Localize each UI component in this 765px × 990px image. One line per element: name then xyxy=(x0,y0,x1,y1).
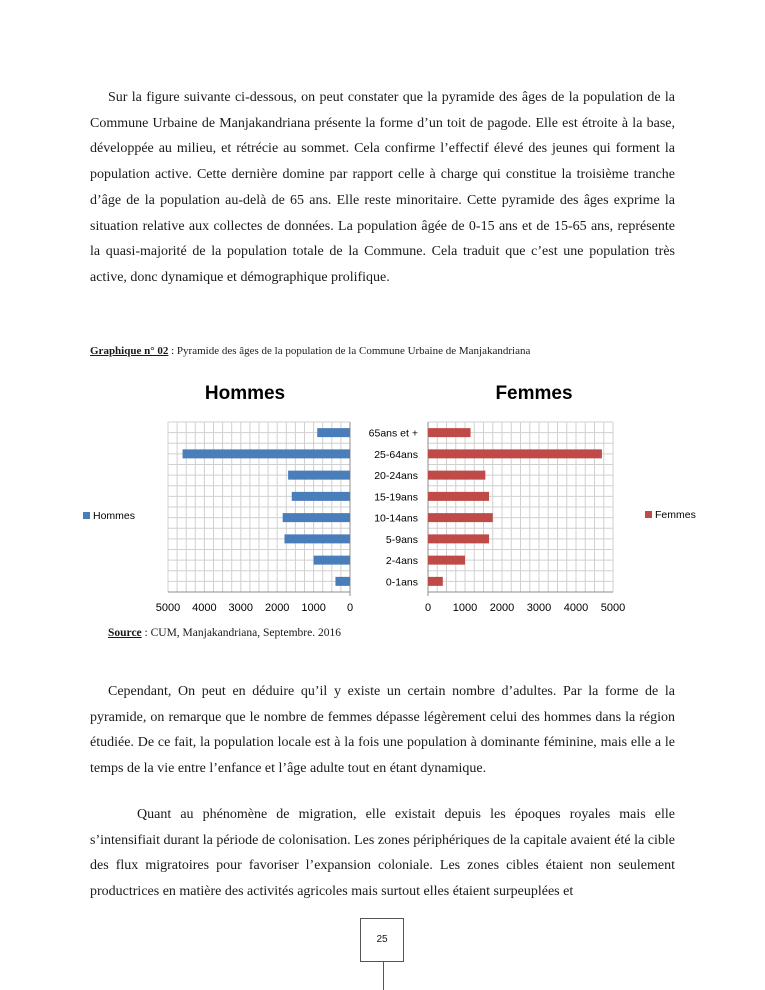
femmes-bar-20-24ans xyxy=(428,471,485,480)
femmes-bar-2-4ans xyxy=(428,556,465,565)
femmes-x-tick-label: 5000 xyxy=(600,602,626,614)
femmes-bar-10-14ans xyxy=(428,513,493,522)
hommes-bar-20-24ans xyxy=(288,471,350,480)
caption-text: : Pyramide des âges de la population de la Commune Urbaine de Manjakandriana xyxy=(168,345,531,357)
hommes-x-tick-label: 5000 xyxy=(155,602,181,614)
age-category-label: 2-4ans xyxy=(385,555,418,568)
femmes-gridlines xyxy=(428,422,613,596)
femmes-bar-5-9ans xyxy=(428,534,489,543)
migration-paragraph: Quant au phénomène de migration, elle existait depuis les époques royales mais elle s’intensifiait durant la période de colonisation. Les zones périphériques de la capitale avaient été la cible des flux migratoires pour favoriser l’expansion coloniale. Les zones cibles étaient non seulement productrices en matière des activités agricoles mais surtout elles étaient surpeuplées et xyxy=(90,807,675,900)
hommes-x-tick-label: 3000 xyxy=(228,602,254,614)
hommes-legend-swatch xyxy=(83,512,90,519)
figure-caption xyxy=(90,345,530,357)
hommes-bar-15-19ans xyxy=(292,492,350,501)
femmes-x-tick-label: 4000 xyxy=(563,602,589,614)
hommes-bar-65ans-et- xyxy=(317,428,350,437)
femmes-x-tick-label: 1000 xyxy=(452,602,478,614)
femmes-bar-25-64ans xyxy=(428,449,602,458)
femmes-chart-title: Femmes xyxy=(495,383,573,404)
age-category-label: 15-19ans xyxy=(374,491,418,504)
hommes-legend-label: Hommes xyxy=(93,510,136,522)
femmes-x-tick-label: 2000 xyxy=(489,602,515,614)
hommes-x-tick-label: 2000 xyxy=(264,602,290,614)
population-pyramid-chart xyxy=(0,370,765,620)
hommes-bar-0-1ans xyxy=(335,577,350,586)
page-number: 25 xyxy=(360,918,404,962)
hommes-x-tick-label: 0 xyxy=(346,602,354,614)
femmes-legend-swatch xyxy=(645,511,652,518)
hommes-chart xyxy=(83,383,353,614)
age-category-label: 20-24ans xyxy=(374,470,418,483)
hommes-gridlines xyxy=(168,422,350,596)
age-category-label: 10-14ans xyxy=(374,512,418,525)
femmes-bar-15-19ans xyxy=(428,492,489,501)
hommes-bar-2-4ans xyxy=(314,556,350,565)
femmes-chart xyxy=(369,383,696,614)
age-category-label: 5-9ans xyxy=(385,533,418,546)
hommes-chart-title: Hommes xyxy=(204,383,286,404)
page-number-connector xyxy=(383,961,384,990)
age-category-label: 0-1ans xyxy=(385,576,418,589)
intro-paragraph: Sur la figure suivante ci-dessous, on peut constater que la pyramide des âges de la population de la Commune Urbaine de Manjakandriana présente la forme d’un toit de pagode. Elle est étroite à la base, développée au milieu, et rétrécie au sommet. Cela confirme l’effectif élevé des jeunes qui forment la population active. Cette dernière domine par rapport celle à charge qui constitue la troisième tranche d’âge de la population au-delà de 65 ans. Elle reste minoritaire. Cette pyramide des âges exprime la situation relative aux collectes de données. La population âgée de 0-15 ans et de 15-65 ans, représente la quasi-majorité de la population totale de la Commune. Cela traduit que c’est une population très active, donc dynamique et démographique prolifique. xyxy=(90,90,675,285)
femmes-legend-label: Femmes xyxy=(655,509,696,521)
source-label: Source xyxy=(108,627,142,639)
hommes-x-tick-label: 1000 xyxy=(301,602,326,614)
femmes-bar-65ans-et- xyxy=(428,428,471,437)
age-category-label: 65ans et + xyxy=(368,427,418,440)
hommes-x-tick-label: 4000 xyxy=(192,602,217,614)
cependant-paragraph: Cependant, On peut en déduire qu’il y existe un certain nombre d’adultes. Par la forme de la pyramide, on remarque que le nombre de femmes dépasse légèrement celui des hommes dans la région étudiée. De ce fait, la population locale est à la fois une population à dominante féminine, mais elle a le temps de la vie entre l’enfance et l’âge adulte tout en étant dynamique. xyxy=(90,684,675,777)
caption-label: Graphique n° 02 xyxy=(90,345,169,357)
hommes-bar-25-64ans xyxy=(183,449,350,458)
hommes-bar-10-14ans xyxy=(283,513,350,522)
hommes-bar-5-9ans xyxy=(284,534,350,543)
figure-source xyxy=(108,627,341,639)
femmes-bar-0-1ans xyxy=(428,577,443,586)
femmes-x-tick-label: 3000 xyxy=(526,602,552,614)
femmes-x-tick-label: 0 xyxy=(424,602,432,614)
source-text: : CUM, Manjakandriana, Septembre. 2016 xyxy=(141,627,341,639)
age-category-label: 25-64ans xyxy=(374,448,418,461)
